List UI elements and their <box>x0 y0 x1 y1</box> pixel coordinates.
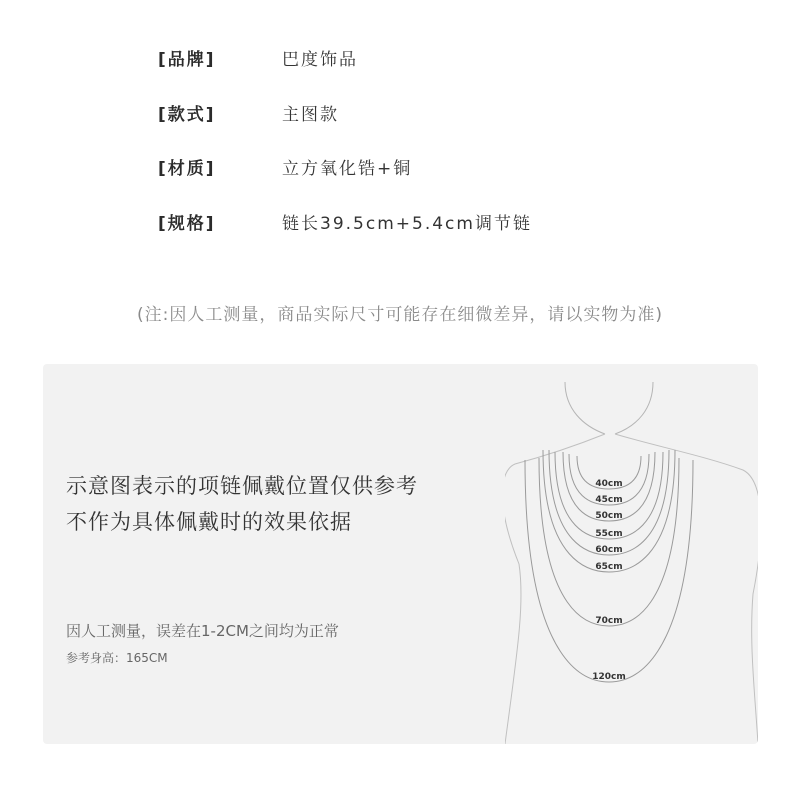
measurement-error-note: 因人工测量，误差在1-2CM之间均为正常 <box>66 622 339 640</box>
chain-label-55cm: 55cm <box>595 529 623 539</box>
spec-value: 巴度饰品 <box>282 50 358 70</box>
chain-label-45cm: 45cm <box>595 495 623 505</box>
neck-right-line <box>615 382 653 434</box>
chain-label-70cm: 70cm <box>595 616 623 626</box>
spec-row-material <box>0 152 800 186</box>
neck-left-line <box>565 382 605 434</box>
spec-row-size <box>0 207 800 241</box>
chain-label-50cm: 50cm <box>595 511 623 521</box>
chain-label-65cm: 65cm <box>595 562 623 572</box>
measurement-disclaimer: (注:因人工测量，商品实际尺寸可能存在细微差异，请以实物为准) <box>137 305 663 325</box>
chain-label-60cm: 60cm <box>595 545 623 555</box>
spec-key: [规格] <box>158 214 216 234</box>
spec-row-style <box>0 98 800 132</box>
spec-key: [品牌] <box>158 50 216 70</box>
reference-height-note: 参考身高：165CM <box>66 651 168 665</box>
torso-illustration <box>505 364 758 744</box>
necklace-length-diagram <box>505 364 758 744</box>
chain-label-40cm: 40cm <box>595 479 623 489</box>
spec-row-brand <box>0 43 800 77</box>
right-shoulder-line <box>615 434 758 744</box>
spec-value: 主图款 <box>282 105 339 125</box>
left-shoulder-line <box>505 434 605 744</box>
spec-value: 立方氧化锆+铜 <box>282 159 413 179</box>
panel-title-line2: 不作为具体佩戴时的效果依据 <box>66 510 352 534</box>
chain-label-120cm: 120cm <box>592 672 626 682</box>
spec-value: 链长39.5cm+5.4cm调节链 <box>282 214 532 234</box>
panel-title-line1: 示意图表示的项链佩戴位置仅供参考 <box>66 474 418 498</box>
necklace-length-panel <box>43 364 758 744</box>
spec-key: [款式] <box>158 105 216 125</box>
spec-key: [材质] <box>158 159 216 179</box>
